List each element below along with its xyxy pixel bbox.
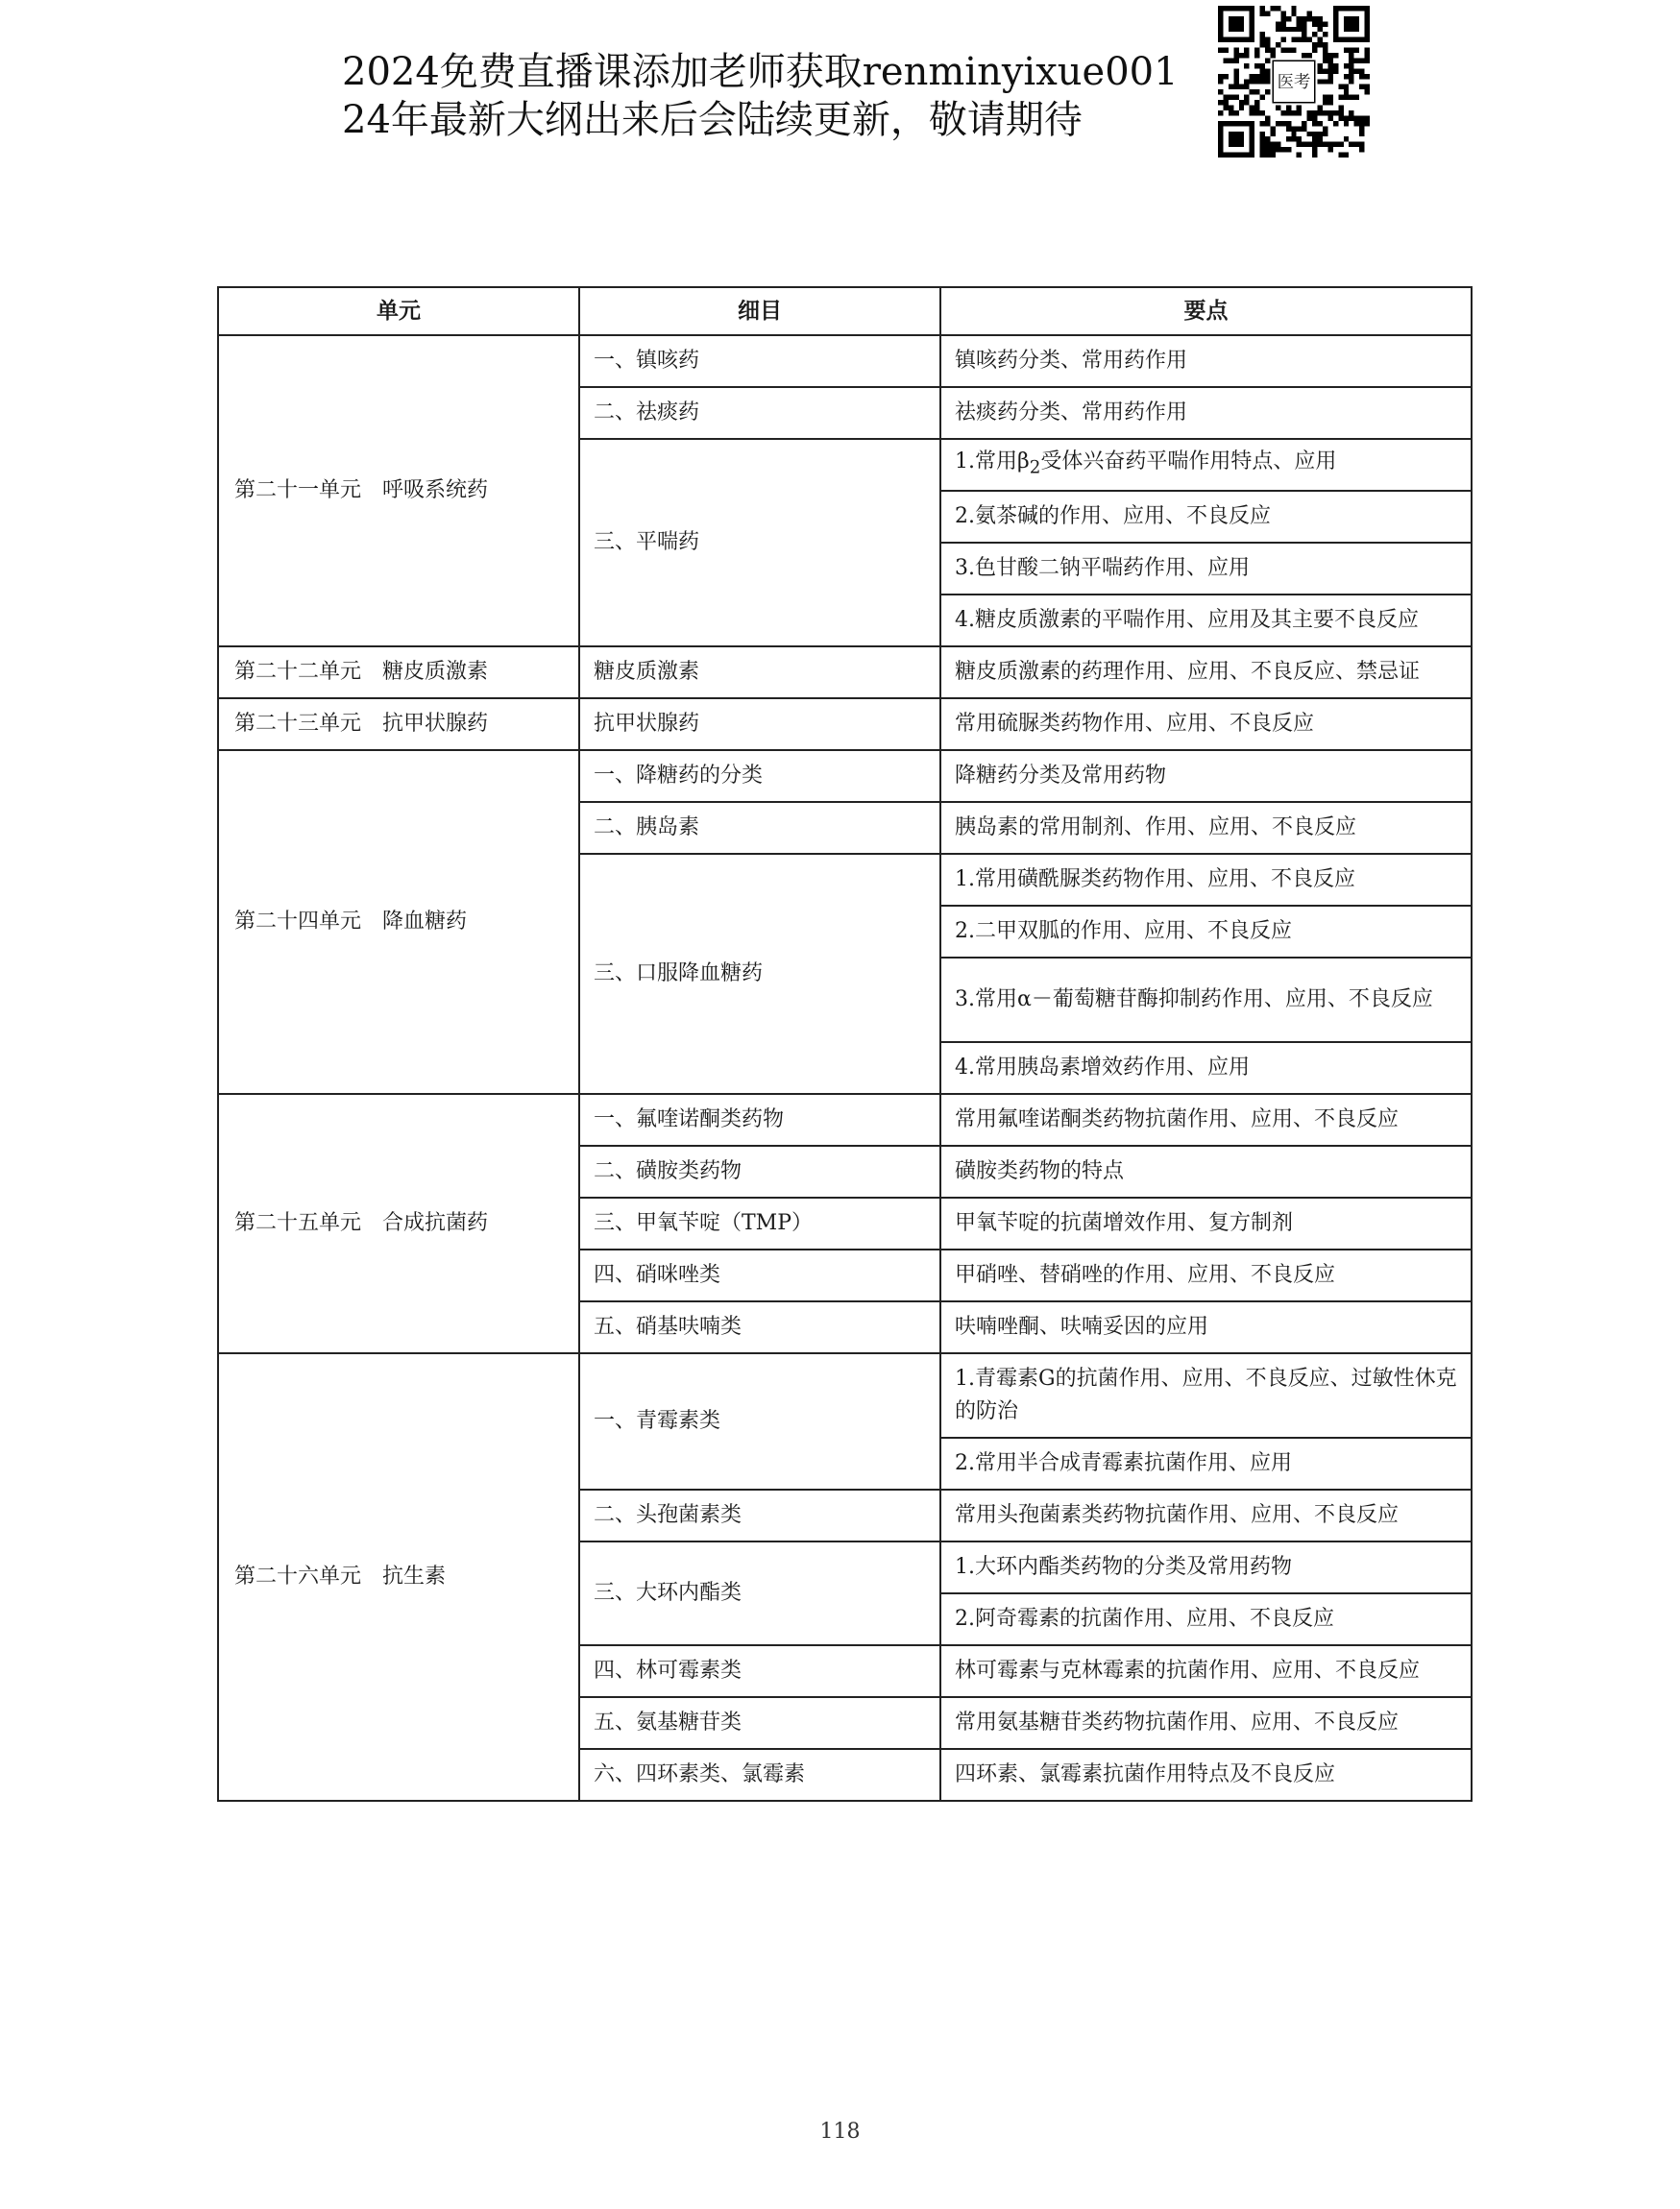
table-header-row [218, 287, 1472, 335]
point-cell: 3.常用α－葡萄糖苷酶抑制药作用、应用、不良反应 [940, 958, 1472, 1042]
item-cell: 五、氨基糖苷类 [579, 1697, 940, 1749]
table-row [218, 1353, 1472, 1438]
item-cell: 四、林可霉素类 [579, 1645, 940, 1697]
page-number: 118 [819, 2120, 861, 2144]
unit-cell: 第二十六单元 抗生素 [218, 1353, 579, 1801]
point-cell: 2.阿奇霉素的抗菌作用、应用、不良反应 [940, 1593, 1472, 1645]
item-cell: 一、氟喹诺酮类药物 [579, 1094, 940, 1146]
item-cell: 三、口服降血糖药 [579, 854, 940, 1094]
table-row [218, 646, 1472, 698]
point-cell [940, 439, 1472, 491]
header-point: 要点 [940, 287, 1472, 335]
point-cell: 林可霉素与克林霉素的抗菌作用、应用、不良反应 [940, 1645, 1472, 1697]
header-item: 细目 [579, 287, 940, 335]
item-cell: 三、平喘药 [579, 439, 940, 646]
table-row [218, 750, 1472, 802]
point-cell: 4.糖皮质激素的平喘作用、应用及其主要不良反应 [940, 595, 1472, 646]
point-text: 受体兴奋药平喘作用特点、应用 [1040, 449, 1337, 473]
point-cell: 四环素、氯霉素抗菌作用特点及不良反应 [940, 1749, 1472, 1801]
qr-code-icon[interactable] [1218, 6, 1370, 158]
point-cell: 2.常用半合成青霉素抗菌作用、应用 [940, 1438, 1472, 1490]
item-cell: 二、磺胺类药物 [579, 1146, 940, 1198]
item-cell: 五、硝基呋喃类 [579, 1301, 940, 1353]
point-cell: 常用头孢菌素类药物抗菌作用、应用、不良反应 [940, 1490, 1472, 1541]
point-cell: 常用氨基糖苷类药物抗菌作用、应用、不良反应 [940, 1697, 1472, 1749]
unit-cell: 第二十五单元 合成抗菌药 [218, 1094, 579, 1353]
unit-cell: 第二十四单元 降血糖药 [218, 750, 579, 1094]
table-row [218, 698, 1472, 750]
header-line-1: 2024免费直播课添加老师获取renminyixue001 [342, 50, 1179, 94]
item-cell: 二、祛痰药 [579, 387, 940, 439]
point-cell: 常用硫脲类药物作用、应用、不良反应 [940, 698, 1472, 750]
point-cell: 常用氟喹诺酮类药物抗菌作用、应用、不良反应 [940, 1094, 1472, 1146]
item-cell: 一、青霉素类 [579, 1353, 940, 1490]
qr-logo-text: 医考 [1277, 72, 1311, 92]
point-cell: 1.青霉素G的抗菌作用、应用、不良反应、过敏性休克的防治 [940, 1353, 1472, 1438]
unit-cell: 第二十三单元 抗甲状腺药 [218, 698, 579, 750]
point-cell: 镇咳药分类、常用药作用 [940, 335, 1472, 387]
item-cell: 二、头孢菌素类 [579, 1490, 940, 1541]
item-cell: 糖皮质激素 [579, 646, 940, 698]
unit-cell: 第二十二单元 糖皮质激素 [218, 646, 579, 698]
unit-cell: 第二十一单元 呼吸系统药 [218, 335, 579, 646]
header-unit: 单元 [218, 287, 579, 335]
point-cell: 祛痰药分类、常用药作用 [940, 387, 1472, 439]
item-cell: 一、降糖药的分类 [579, 750, 940, 802]
point-cell: 2.氨茶碱的作用、应用、不良反应 [940, 491, 1472, 543]
subscript: 2 [1029, 457, 1041, 478]
point-cell: 呋喃唑酮、呋喃妥因的应用 [940, 1301, 1472, 1353]
item-cell: 抗甲状腺药 [579, 698, 940, 750]
point-cell: 1.常用磺酰脲类药物作用、应用、不良反应 [940, 854, 1472, 906]
table-row [218, 1094, 1472, 1146]
item-cell: 四、硝咪唑类 [579, 1250, 940, 1301]
item-cell: 一、镇咳药 [579, 335, 940, 387]
syllabus-table [217, 286, 1473, 1802]
page-header [342, 48, 1206, 144]
point-cell: 2.二甲双胍的作用、应用、不良反应 [940, 906, 1472, 958]
point-cell: 胰岛素的常用制剂、作用、应用、不良反应 [940, 802, 1472, 854]
item-cell: 二、胰岛素 [579, 802, 940, 854]
table-row [218, 335, 1472, 387]
header-line-2: 24年最新大纲出来后会陆续更新，敬请期待 [342, 98, 1083, 142]
point-cell: 糖皮质激素的药理作用、应用、不良反应、禁忌证 [940, 646, 1472, 698]
point-cell: 1.大环内酯类药物的分类及常用药物 [940, 1541, 1472, 1593]
point-cell: 3.色甘酸二钠平喘药作用、应用 [940, 543, 1472, 595]
point-text: 1.常用β [955, 449, 1030, 473]
point-cell: 甲氧苄啶的抗菌增效作用、复方制剂 [940, 1198, 1472, 1250]
point-cell: 4.常用胰岛素增效药作用、应用 [940, 1042, 1472, 1094]
item-cell: 三、大环内酯类 [579, 1541, 940, 1645]
point-cell: 磺胺类药物的特点 [940, 1146, 1472, 1198]
item-cell: 三、甲氧苄啶（TMP） [579, 1198, 940, 1250]
point-cell: 甲硝唑、替硝唑的作用、应用、不良反应 [940, 1250, 1472, 1301]
point-cell: 降糖药分类及常用药物 [940, 750, 1472, 802]
item-cell: 六、四环素类、氯霉素 [579, 1749, 940, 1801]
